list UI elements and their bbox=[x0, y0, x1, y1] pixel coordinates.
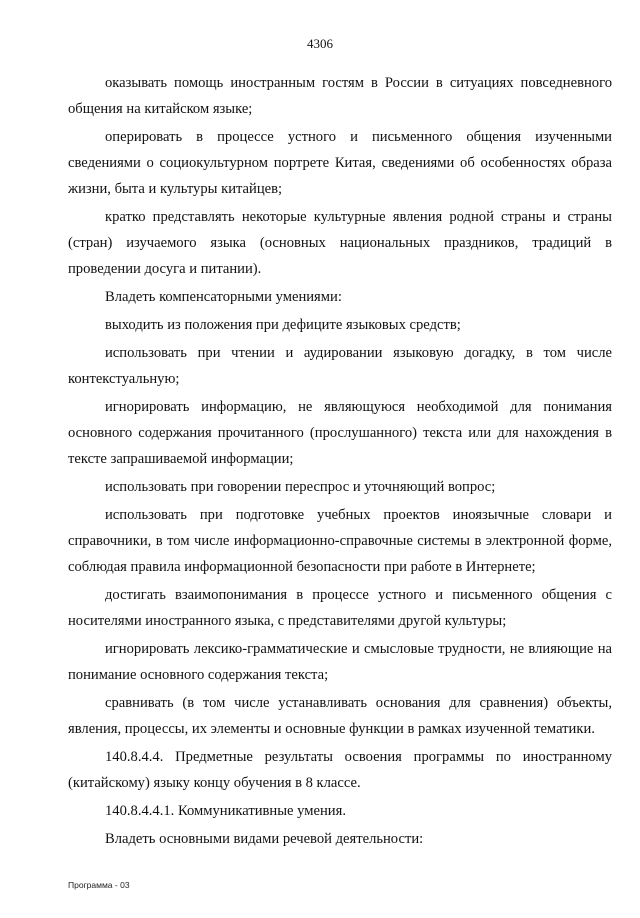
paragraph-1: оказывать помощь иностранным гостям в России в ситуациях повседневного общения на китайском языке; bbox=[68, 75, 612, 117]
paragraph-2: оперировать в процессе устного и письменного общения изученными сведениями о социокультурном портрете Китая, сведениями об особенностях образа жизни, быта и культуры китайцев; bbox=[68, 129, 612, 197]
paragraph-5: выходить из положения при дефиците языковых средств; bbox=[105, 317, 461, 333]
paragraph-4: Владеть компенсаторными умениями: bbox=[105, 289, 342, 305]
paragraph-6: использовать при чтении и аудировании языковую догадку, в том числе контекстуальную; bbox=[68, 345, 612, 387]
body-text bbox=[68, 70, 612, 852]
paragraph-7: игнорировать информацию, не являющуюся необходимой для понимания основного содержания прочитанного (прослушанного) текста или для нахождения в тексте запрашиваемой информации; bbox=[68, 399, 612, 467]
paragraph-3: кратко представлять некоторые культурные явления родной страны и страны (стран) изучаемого языка (основных национальных праздников, традиций в проведении досуга и питании). bbox=[68, 209, 612, 277]
paragraph-9: использовать при подготовке учебных проектов иноязычные словари и справочники, в том числе информационно-справочные системы в электронной форме, соблюдая правила информационной безопасности при работе в Интернете; bbox=[68, 507, 612, 575]
paragraph-15: Владеть основными видами речевой деятельности: bbox=[105, 831, 424, 847]
page-number: 4306 bbox=[307, 36, 333, 51]
section-heading-140-8-4-4-1: 140.8.4.4.1. Коммуникативные умения. bbox=[105, 803, 346, 819]
paragraph-10: достигать взаимопонимания в процессе устного и письменного общения с носителями иностранного языка, с представителями другой культуры; bbox=[68, 587, 612, 629]
section-heading-140-8-4-4: 140.8.4.4. Предметные результаты освоения программы по иностранному (китайскому) языку концу обучения в 8 классе. bbox=[68, 749, 612, 791]
paragraph-11: игнорировать лексико-грамматические и смысловые трудности, не влияющие на понимание основного содержания текста; bbox=[68, 641, 612, 683]
footer-label: Программа - 03 bbox=[68, 880, 130, 890]
paragraph-8: использовать при говорении переспрос и уточняющий вопрос; bbox=[105, 479, 496, 495]
paragraph-12: сравнивать (в том числе устанавливать основания для сравнения) объекты, явления, процессы, их элементы и основные функции в рамках изученной тематики. bbox=[68, 695, 612, 737]
